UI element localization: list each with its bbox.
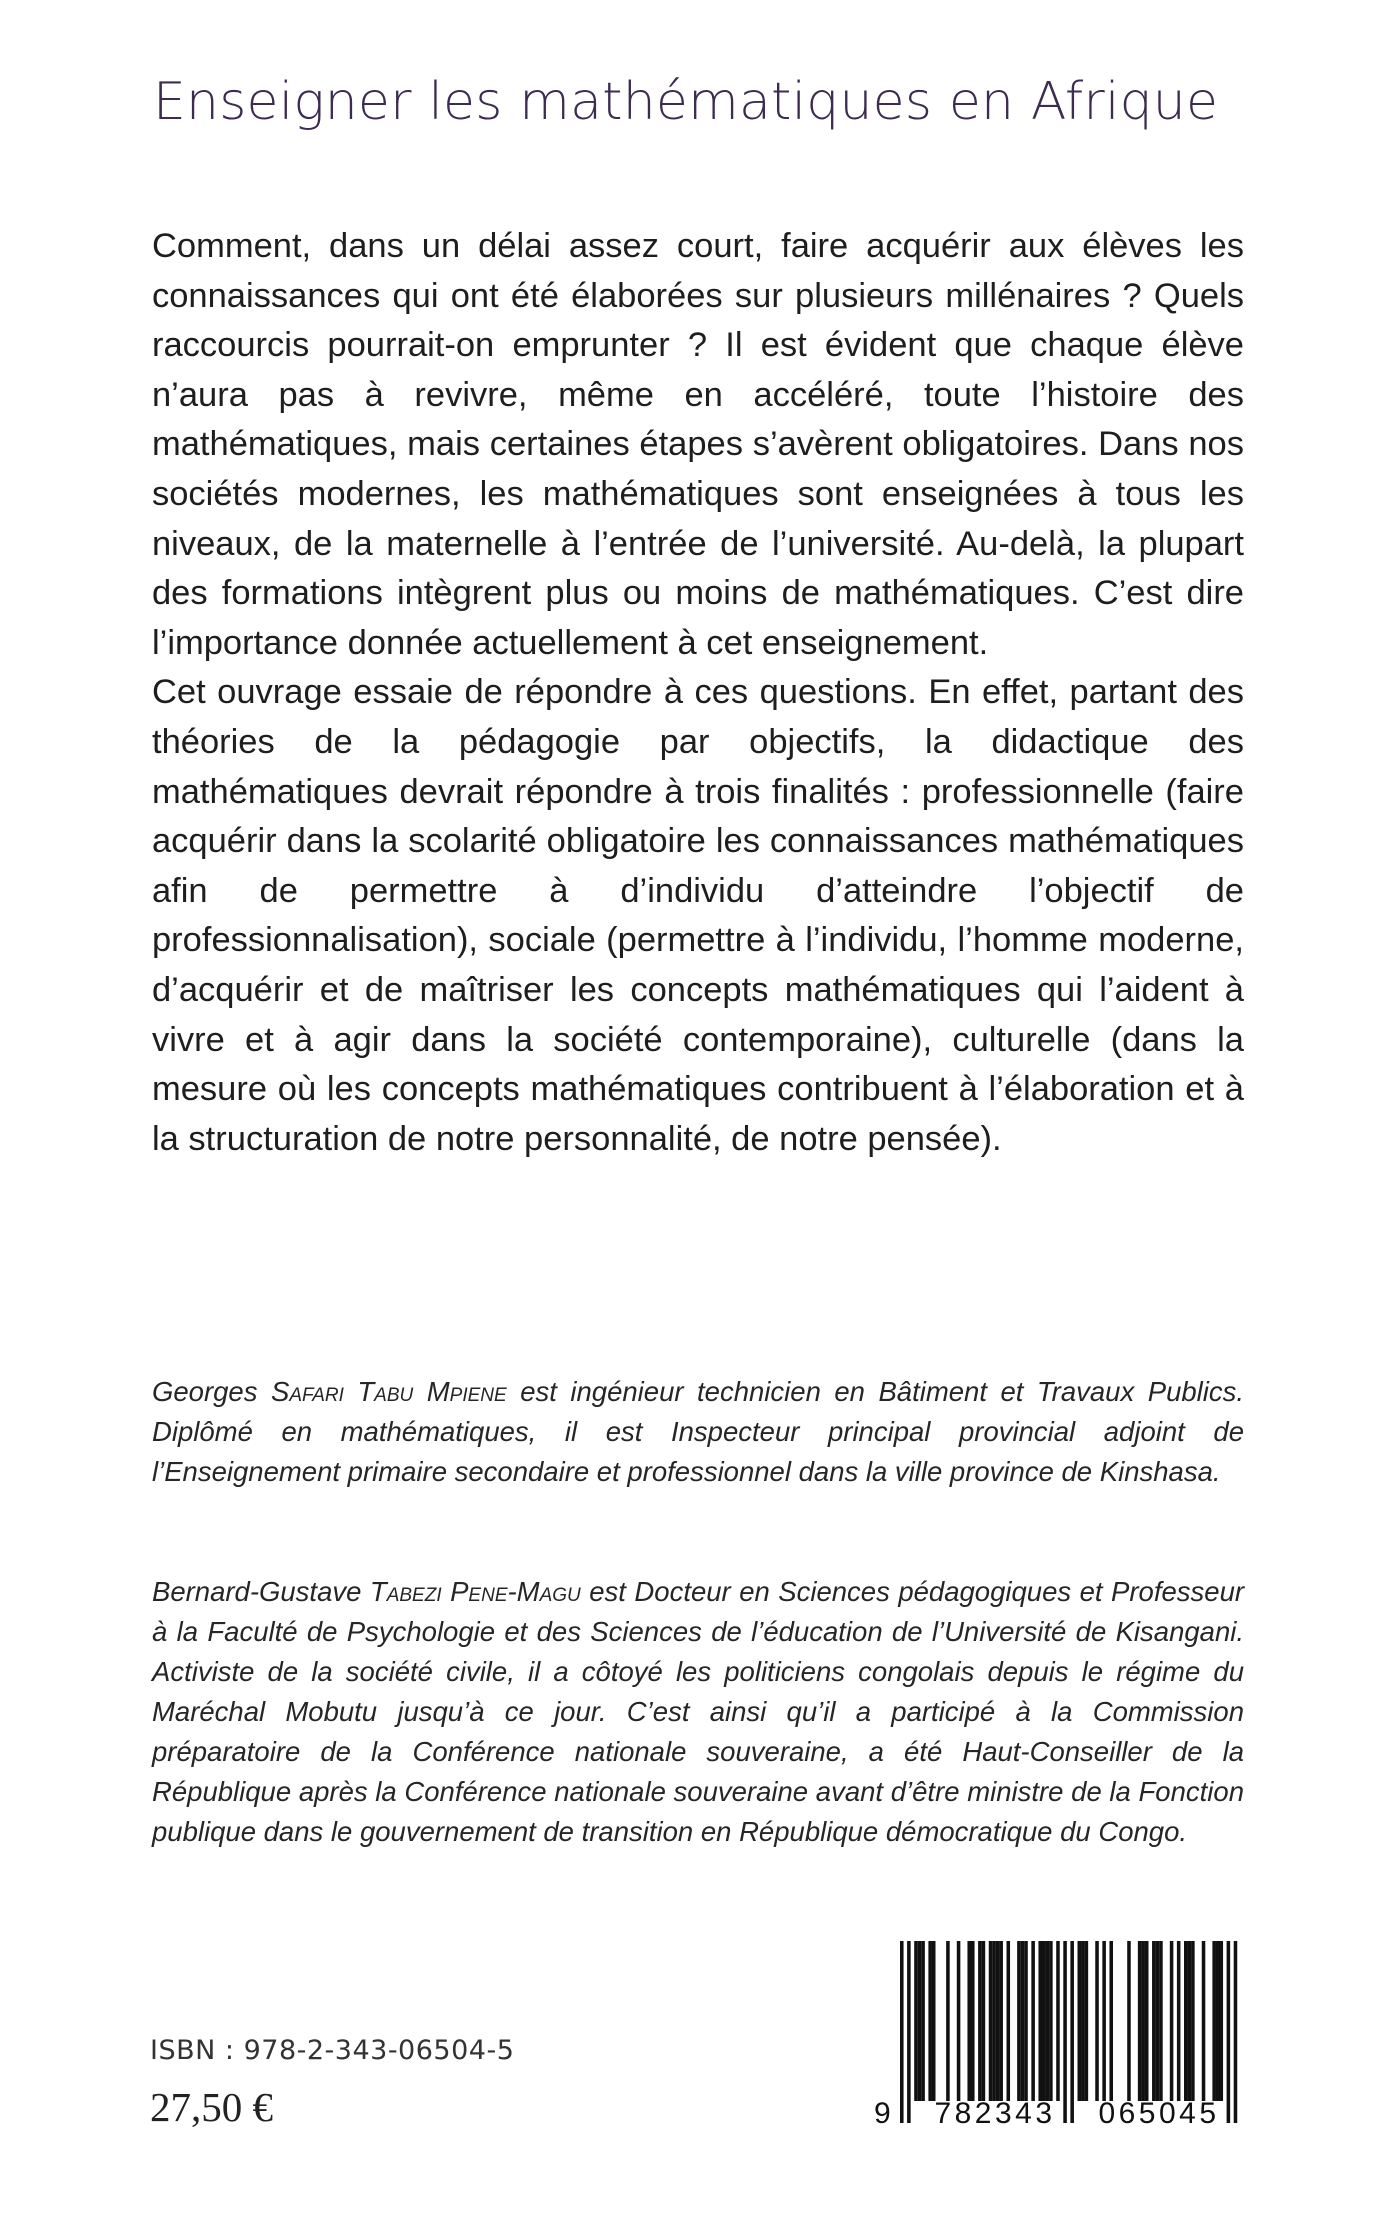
barcode-bar (1138, 1941, 1142, 2101)
barcode-bar (1046, 1941, 1050, 2101)
barcode-bar (914, 1941, 918, 2101)
barcode-bar (957, 1941, 961, 2101)
author-bio-body: est ingénieur technicien en Bâtiment et Travaux Publics. Diplômé en mathématiques, il est Inspecteur principal provincial adjoint de l’Enseignement primaire secondaire et professionnel dans la ville province de Kinshasa. (152, 1376, 1245, 1487)
barcode-bar (992, 1941, 996, 2101)
barcode-bar (1085, 1941, 1089, 2101)
author-first-name: Bernard-Gustave (152, 1576, 362, 1607)
barcode-bar (900, 1941, 904, 2123)
barcode-bar (1038, 1941, 1042, 2101)
author-first-name: Georges (152, 1376, 258, 1407)
barcode-digit-group-1: 782343 (934, 2097, 1056, 2130)
isbn-label: ISBN : 978-2-343-06504-5 (150, 2035, 515, 2066)
barcode-bar (1042, 1941, 1046, 2101)
barcode-bar (1234, 1941, 1238, 2123)
barcode-bar (1227, 1941, 1231, 2123)
barcode-digits (872, 2097, 1252, 2147)
barcode-bar (1031, 1941, 1035, 2101)
barcode-bar (932, 1941, 936, 2101)
author-last-name: Safari Tabu Mpiene (271, 1376, 507, 1407)
price-label: 27,50 € (150, 2084, 273, 2130)
barcode-bar (1102, 1941, 1106, 2101)
barcode-bar (1216, 1941, 1220, 2101)
barcode-bar (996, 1941, 1000, 2101)
barcode-bar (1007, 1941, 1011, 2101)
barcode-bar (989, 1941, 993, 2101)
author-last-name: Tabezi Pene-Magu (369, 1576, 581, 1607)
barcode-bar (921, 1941, 925, 2101)
barcode-bar (1152, 1941, 1156, 2101)
barcode-bar (1095, 1941, 1099, 2101)
author-bio-2 (152, 1572, 1244, 1852)
barcode-bar (1202, 1941, 1206, 2101)
barcode-bar (1017, 1941, 1021, 2101)
barcode-bar (1056, 1941, 1060, 2101)
barcode-bar (982, 1941, 986, 2101)
barcode-digit-first: 9 (874, 2097, 891, 2130)
barcode-bar (1024, 1941, 1028, 2101)
barcode-bar (1063, 1941, 1067, 2123)
barcode-bar (946, 1941, 950, 2101)
barcode-bar (971, 1941, 975, 2101)
barcode-bar (907, 1941, 911, 2123)
barcode-bar (1127, 1941, 1131, 2101)
barcode-bar (1191, 1941, 1195, 2101)
barcode-bar (1141, 1941, 1145, 2101)
author-bio-body: est Docteur en Sciences pédagogiques et Professeur à la Faculté de Psychologie et des Sciences de l’éducation de l’Université de Kisangani. Activiste de la société civile, il a côtoyé les politiciens congolais depuis le régime du Maréchal Mobutu jusqu’à ce jour. C’est ainsi qu’il a participé à la Commission préparatoire de la Conférence nationale souveraine, a été Haut-Conseiller de la République après la Conférence nationale souveraine avant d’être ministre de la Fonction publique dans le gouvernement de transition en République démocratique du Congo. (152, 1576, 1245, 1847)
author-bio-text (152, 1572, 1244, 1852)
barcode-bar (1021, 1941, 1025, 2101)
barcode-bar (1049, 1941, 1053, 2101)
book-summary (152, 222, 1244, 1164)
barcode-bar (1170, 1941, 1174, 2101)
barcode-bar (918, 1941, 922, 2101)
barcode-bar (967, 1941, 971, 2101)
author-bio-text (152, 1372, 1244, 1492)
barcode-bar (1156, 1941, 1160, 2101)
barcode (872, 1935, 1252, 2160)
barcode-bar (1081, 1941, 1085, 2101)
book-title: Enseigner les mathématiques en Afrique (153, 72, 1219, 132)
barcode-bar (1109, 1941, 1113, 2101)
barcode-bar (928, 1941, 932, 2101)
summary-paragraph-1: Comment, dans un délai assez court, faire acquérir aux élèves les connaissances qui ont été élaborées sur plusieurs millénaires ? Quels raccourcis pourrait-on emprunter ? Il est évident que chaque élève n’aura pas à revivre, même en accéléré, toute l’histoire des mathématiques, mais certaines étapes s’avèrent obligatoires. Dans nos sociétés modernes, les mathématiques sont enseignées à tous les niveaux, de la maternelle à l’entrée de l’université. Au-delà, la plupart des formations intègrent plus ou moins de mathématiques. C’est dire l’importance donnée actuellement à cet enseignement. (152, 227, 1244, 662)
barcode-bar (1220, 1941, 1224, 2101)
barcode-bar (999, 1941, 1003, 2101)
barcode-bar (1177, 1941, 1181, 2101)
author-bio-1 (152, 1372, 1244, 1492)
barcode-bar (978, 1941, 982, 2101)
barcode-bar (1188, 1941, 1192, 2101)
barcode-bar (1145, 1941, 1149, 2101)
barcode-digit-group-2: 065045 (1098, 2097, 1220, 2130)
barcode-bar (1078, 1941, 1082, 2101)
barcode-bar (1184, 1941, 1188, 2101)
summary-paragraph-2: Cet ouvrage essaie de répondre à ces questions. En effet, partant des théories de la pédagogie par objectifs, la didactique des mathématiques devrait répondre à trois finalités : professionnelle (faire acquérir dans la scolarité obligatoire les connaissances mathématiques afin de permettre à d’individu d’atteindre l’objectif de professionnalisation), sociale (permettre à l’individu, l’homme moderne, d’acquérir et de maîtriser les concepts mathématiques qui l’aident à vivre et à agir dans la société contemporaine), culturelle (dans la mesure où les concepts mathématiques contribuent à l’élaboration et à la structuration de notre personnalité, de notre pensée). (152, 673, 1244, 1158)
barcode-bar (1212, 1941, 1216, 2101)
barcode-bar (1159, 1941, 1163, 2101)
barcode-bar (1070, 1941, 1074, 2123)
